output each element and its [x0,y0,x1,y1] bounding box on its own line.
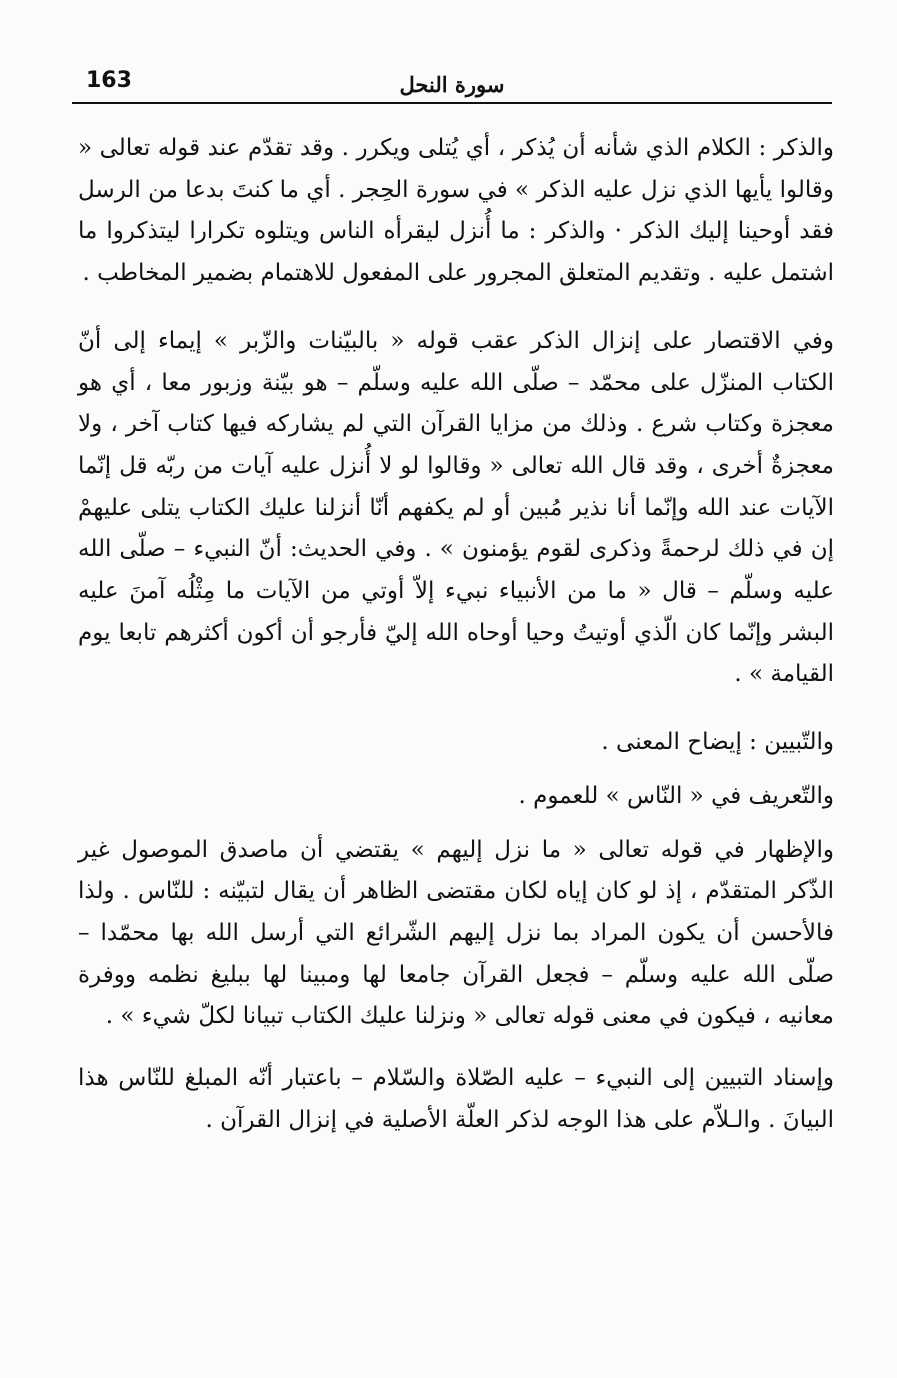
paragraph-izhar: والإظهار في قوله تعالى « ما نزل إليهم » يقتضي أن ماصدق الموصول غير الذّكر المتقدّم ، إذ لو كان إياه لكان مقتضى الظاهر أن يقال لتبيّنه : للنّاس . ولذا فالأحسن أن يكون المراد بما نزل إليهم الشّرائع التي أرسل الله بها محمّدا – صلّى الله عليه وسلّم – فجعل القرآن جامعا لها ومبينا لها ببليغ نظمه ووفرة معانيه ، فيكون في معنى قوله تعالى « ونزلنا عليك الكتاب تبيانا لكلّ شيء » . [78,836,834,1030]
running-title: سورة النحل [399,72,505,97]
body-text [78,128,834,1141]
header-rule [72,102,832,104]
paragraph-isnad: وإسناد التبيين إلى النبيء – عليه الصّلاة والسّلام – باعتبار أنّه المبلغ للنّاس هذا البيانَ . والـلاّم على هذا الوجه لذكر العلّة الأصلية في إنزال القرآن . [78,1065,834,1133]
page-number: 163 [86,68,132,93]
paragraph-iqtisar: وفي الاقتصار على إنزال الذكر عقب قوله « بالبيّنات والزّبر » إيماء إلى أنّ الكتاب المنزّل على محمّد – صلّى الله عليه وسلّم – هو بيّنة وزبور معا ، أي هو معجزة وكتاب شرع . وذلك من مزايا القرآن التي لم يشاركه فيها كتاب آخر ، ولا معجزةٌ أخرى ، وقد قال الله تعالى « وقالوا لو لا أُنزل عليه آيات من ربّه قل إنّما الآيات عند الله وإنّما أنا نذير مُبين أو لم يكفهم أنّا أنزلنا عليك الكتاب يتلى عليهمْ إن في ذلك لرحمةً وذكرى لقوم يؤمنون » . وفي الحديث: أنّ النبيء – صلّى الله عليه وسلّم – قال « ما من الأنبياء نبيء إلاّ أوتي من الآيات ما مِثْلُه آمنَ عليه البشر وإنّما كان الّذي أوتيتُ وحيا أوحاه الله إليّ فأرجو أن أكون أكثرهم تابعا يوم القيامة » . [78,327,834,688]
page-header [72,66,832,106]
paragraph-tabyin: والتّبيين : إيضاح المعنى . [601,729,834,756]
paragraph-dhikr: والذكر : الكلام الذي شأنه أن يُذكر ، أي يُتلى ويكرر . وقد تقدّم عند قوله تعالى « وقالوا يأيها الذي نزل عليه الذكر » في سورة الحِجر . أي ما كنتَ بدعا من الرسل فقد أوحينا إليك الذكر · والذكر : ما أُنزل ليقرأه الناس ويتلوه تكرارا ليتذكروا ما اشتمل عليه . وتقديم المتعلق المجرور على المفعول للاهتمام بضمير المخاطب . [78,135,834,287]
paragraph-tarif: والتّعريف في « النّاس » للعموم . [518,782,834,809]
